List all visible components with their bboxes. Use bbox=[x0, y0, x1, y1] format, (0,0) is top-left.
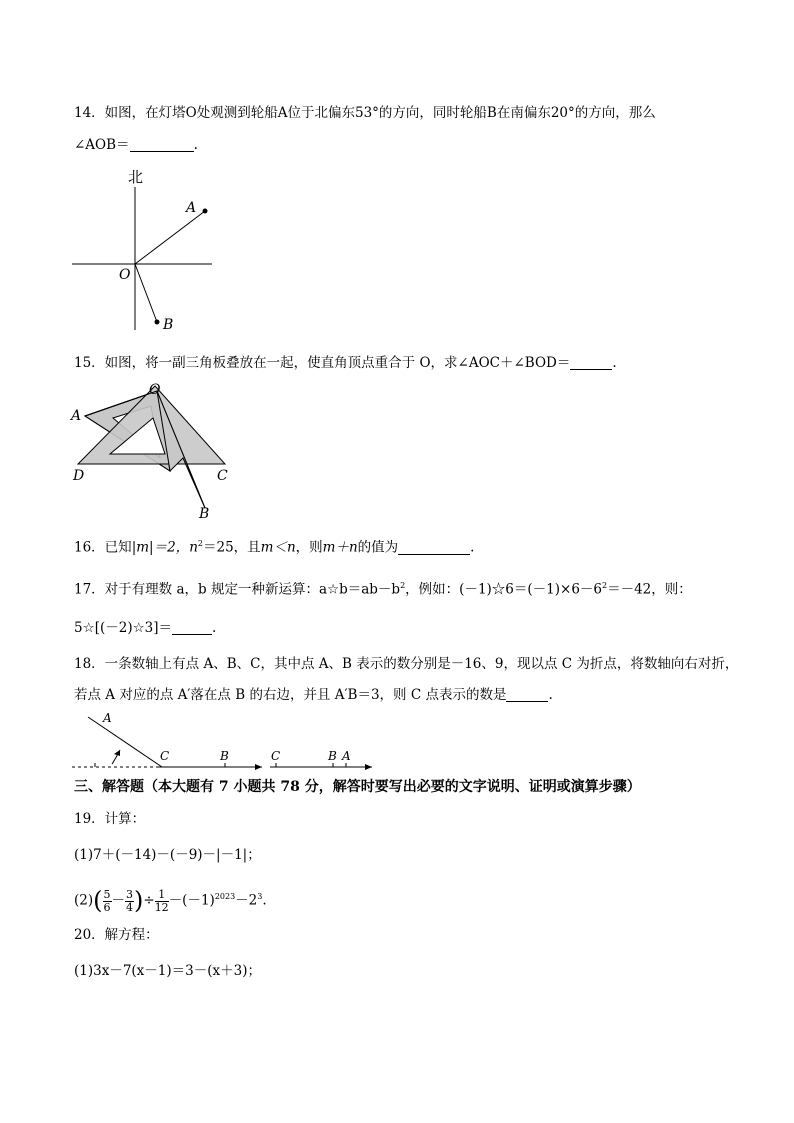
q16-n: n bbox=[189, 539, 198, 556]
q19-divide: ÷ bbox=[143, 892, 155, 909]
q19-title: 19．计算： bbox=[74, 811, 146, 827]
q19-minus: － bbox=[111, 892, 125, 909]
q16-m-abs: |m|＝2， bbox=[131, 539, 190, 556]
q19-frac3-num: 1 bbox=[155, 889, 169, 902]
q15-period: . bbox=[612, 355, 617, 371]
q19-frac2-den: 4 bbox=[126, 900, 133, 914]
q14-point-b bbox=[155, 320, 160, 325]
q17-example: ，例如：(－1)☆6＝(－1)×6－6 bbox=[405, 581, 602, 598]
section3-heading: 三、解答题（本大题有 7 小题共 78 分，解答时要写出必要的文字说明、证明或演算步骤） bbox=[74, 779, 641, 795]
q16-cond: m＜n bbox=[260, 539, 296, 556]
q18-arrowhead-2 bbox=[365, 764, 372, 770]
q19-frac-5-6 bbox=[103, 889, 112, 914]
q14-text-line2 bbox=[74, 136, 198, 154]
q19-period: . bbox=[262, 892, 267, 909]
q19-lparen: ( bbox=[93, 886, 103, 915]
q17-sup1: 2 bbox=[400, 581, 406, 590]
q17-text-line2 bbox=[74, 619, 216, 637]
q18-folded-ray bbox=[88, 717, 162, 767]
q16-part3: 的值为 bbox=[357, 539, 399, 556]
q19-rparen: ) bbox=[134, 886, 144, 915]
q14-label-o: O bbox=[119, 267, 131, 283]
q15-figure bbox=[65, 378, 245, 523]
q14-angle-label: ∠AOB＝ bbox=[74, 137, 130, 153]
q18-label-c1: C bbox=[160, 749, 170, 763]
q18-text-line2 bbox=[74, 686, 553, 704]
q14-north-label: 北 bbox=[128, 168, 144, 186]
q18-text-line1: 18．一条数轴上有点 A、B、C，其中点 A、B 表示的数分别是－16、9，现以点 C 为折点，将数轴向右对折， bbox=[74, 656, 739, 672]
q15-label-c: C bbox=[217, 468, 228, 484]
q19-power-base: －(－1) bbox=[168, 892, 215, 909]
q14-label-a: A bbox=[186, 200, 197, 216]
q19-exp-2023: 2023 bbox=[214, 892, 236, 901]
q17-sup2: 2 bbox=[602, 581, 608, 590]
q15-label-a: A bbox=[71, 408, 82, 424]
q16-text bbox=[74, 535, 474, 557]
q19-exp-3: 3 bbox=[257, 892, 263, 901]
q15-text bbox=[74, 354, 617, 372]
q19-part2 bbox=[74, 880, 267, 918]
q14-ray-ob bbox=[135, 264, 157, 322]
q14-figure bbox=[60, 165, 230, 340]
q18-label-a2: A bbox=[342, 749, 351, 763]
q14-period: . bbox=[193, 137, 198, 153]
q18-label-c2: C bbox=[271, 749, 281, 763]
q15-answer-blank bbox=[570, 355, 612, 370]
q16-part1: 16．已知 bbox=[74, 539, 132, 556]
q18-figure bbox=[70, 708, 390, 773]
q16-n-exp: 2 bbox=[197, 539, 203, 548]
q14-ray-oa bbox=[135, 211, 205, 264]
q15-label-d: D bbox=[73, 468, 85, 484]
q17-period: . bbox=[212, 620, 217, 636]
q19-frac1-num: 5 bbox=[103, 887, 111, 901]
q18-period: . bbox=[548, 687, 553, 703]
q14-answer-blank bbox=[130, 137, 194, 152]
q18-label-b2: B bbox=[328, 749, 337, 763]
q17-expression: 5☆[(－2)☆3]＝ bbox=[74, 620, 173, 636]
q19-frac3-den: 12 bbox=[154, 900, 169, 914]
q19-frac-1-12 bbox=[155, 889, 169, 914]
q16-part2: ，则 bbox=[295, 539, 323, 556]
q17-answer-blank bbox=[172, 620, 212, 635]
q18-label-b1: B bbox=[220, 749, 229, 763]
q19-two: －2 bbox=[235, 892, 258, 909]
q18-answer-blank bbox=[506, 687, 548, 702]
q17-text-line1 bbox=[74, 577, 692, 599]
q17-result: ＝－42，则： bbox=[607, 581, 692, 598]
q16-n-val: ＝25，且 bbox=[202, 539, 261, 556]
q19-part2-label: (2) bbox=[74, 892, 94, 909]
q17-def: 17．对于有理数 a，b 规定一种新运算：a☆b＝ab－b bbox=[74, 581, 401, 598]
q18-question: 若点 A 对应的点 A′落在点 B 的右边，并且 A′B＝3，则 C 点表示的数是 bbox=[74, 687, 507, 703]
q16-expr: m＋n bbox=[322, 539, 358, 556]
q15-label-o: O bbox=[149, 382, 161, 398]
q20-title: 20．解方程： bbox=[74, 927, 159, 943]
q16-period: . bbox=[470, 539, 475, 556]
q15-question: 15．如图，将一副三角板叠放在一起，使直角顶点重合于 O，求∠AOC＋∠BOD＝ bbox=[74, 355, 571, 371]
q18-label-a-top: A bbox=[103, 711, 112, 725]
q14-point-a bbox=[203, 209, 208, 214]
q19-frac2-num: 3 bbox=[126, 887, 133, 901]
q14-label-b: B bbox=[163, 317, 174, 333]
q16-answer-blank bbox=[398, 540, 470, 555]
q19-part1: (1)7＋(－14)－(－9)－|－1|； bbox=[74, 847, 261, 863]
q14-text-line1: 14．如图，在灯塔O处观测到轮船A位于北偏东53°的方向，同时轮船B在南偏东20°的方向，那么 bbox=[74, 105, 656, 121]
q20-part1: (1)3x－7(x－1)＝3－(x＋3)； bbox=[74, 963, 261, 979]
q18-arrowhead-1 bbox=[255, 764, 262, 770]
q15-label-b: B bbox=[199, 506, 210, 522]
q19-frac1-den: 6 bbox=[103, 900, 111, 914]
q19-frac-3-4 bbox=[125, 889, 134, 914]
